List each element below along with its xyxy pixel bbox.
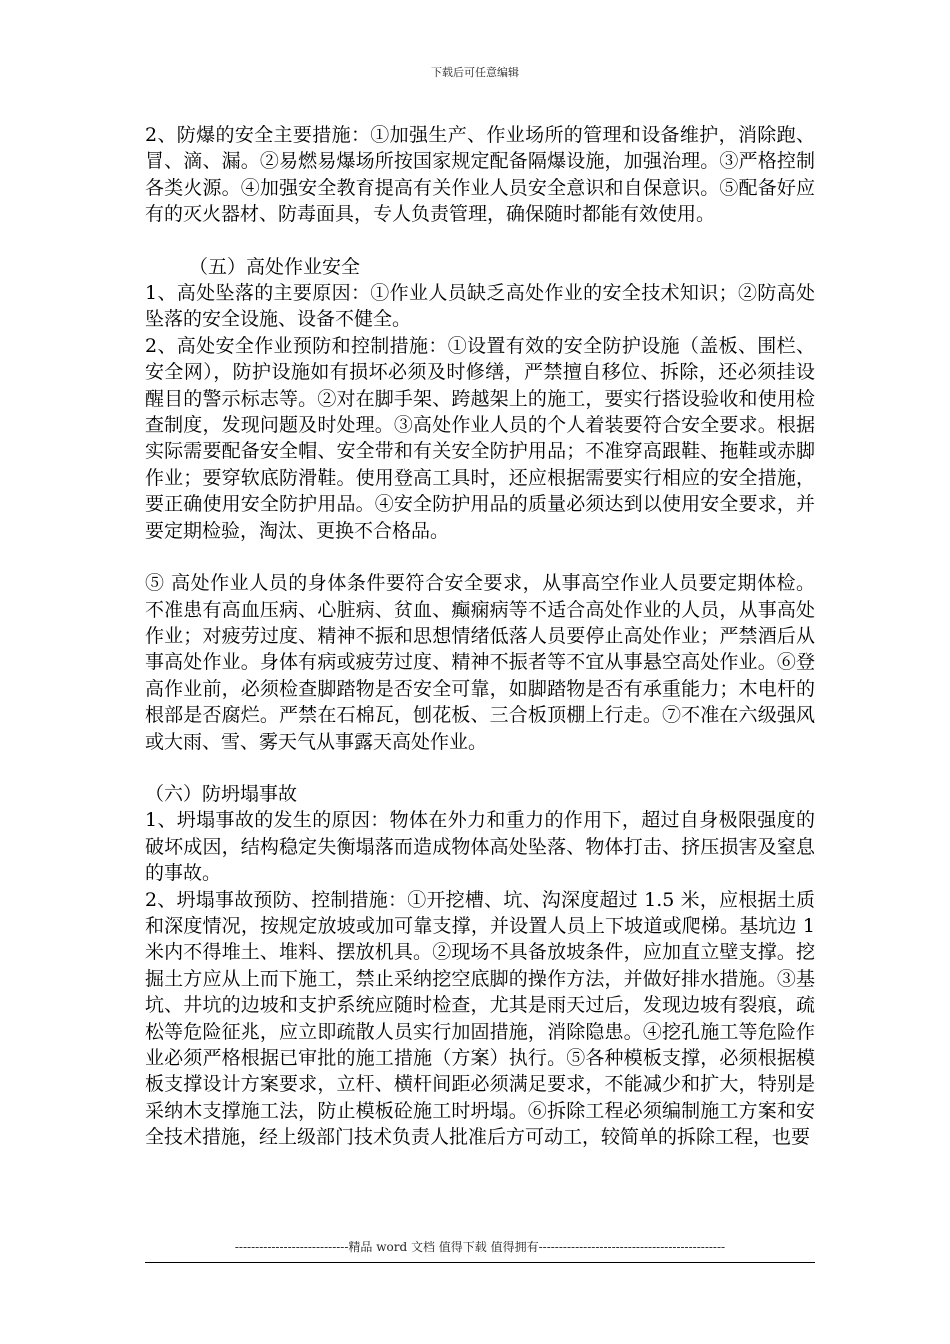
paragraph-height-measures-continued: ⑤ 高处作业人员的身体条件要符合安全要求，从事高空作业人员要定期体检。不准患有高血压病、心脏病、贫血、癫痫病等不适合高处作业的人员，从事高处作业；对疲劳过度、精神不振和思想情绪低落人员要停止高处作业；严禁酒后从事高处作业。身体有病或疲劳过度、精神不振者等不宜从事悬空高处作业。⑥登高作业前，必须检查脚踏物是否安全可靠，如脚踏物是否有承重能力；木电杆的根部是否腐烂。严禁在石棉瓦，刨花板、三合板顶棚上行走。⑦不准在六级强风或大雨、雪、雾天气从事露天高处作业。 <box>145 572 815 753</box>
section-heading-5: （五）高处作业安全 <box>189 255 361 278</box>
page-header: 下载后可任意编辑 <box>431 66 519 79</box>
paragraph-collapse-causes: 1、坍塌事故的发生的原因：物体在外力和重力的作用下，超过自身极限强度的破坏成因，结构稳定失衡塌落而造成物体高处坠落、物体打击、挤压损害及窒息的事故。 <box>145 809 815 885</box>
paragraph-height-measures: 2、高处安全作业预防和控制措施：①设置有效的安全防护设施（盖板、围栏、安全网），防护设施如有损坏必须及时修缮，严禁擅自移位、拆除，还必须挂设醒目的警示标志等。②对在脚手架、跨越架上的施工，要实行搭设验收和使用检查制度，发现问题及时处理。③高处作业人员的个人着装要符合安全要求。根据实际需要配备安全帽、安全带和有关安全防护用品；不准穿高跟鞋、拖鞋或赤脚作业；要穿软底防滑鞋。使用登高工具时，还应根据需要实行相应的安全措施，要正确使用安全防护用品。④安全防护用品的质量必须达到以使用安全要求，并要定期检验，淘汰、更换不合格品。 <box>145 334 815 542</box>
paragraph-height-causes: 1、高处坠落的主要原因：①作业人员缺乏高处作业的安全技术知识；②防高处坠落的安全设施、设备不健全。 <box>145 282 815 331</box>
paragraph-gap <box>145 755 815 781</box>
paragraph-explosion-measures: 2、防爆的安全主要措施：①加强生产、作业场所的管理和设备维护，消除跑、冒、滴、漏。②易燃易爆场所按国家规定配备隔爆设施，加强治理。③严格控制各类火源。④加强安全教育提高有关作业人员安全意识和自保意识。⑤配备好应有的灭火器材、防毒面具，专人负责管理，确保随时都能有效使用。 <box>145 124 815 226</box>
section-heading-6: （六）防坍塌事故 <box>145 782 298 805</box>
paragraph-gap <box>145 228 815 254</box>
document-body <box>145 122 815 1151</box>
paragraph-collapse-measures: 2、坍塌事故预防、控制措施：①开挖槽、坑、沟深度超过 1.5 米，应根据土质和深度情况，按规定放坡或加可靠支撑，并设置人员上下坡道或爬梯。基坑边 1 米内不得堆土、堆料、摆放机具。②现场不具备放坡条件，应加直立壁支撑。挖掘土方应从上而下施工，禁止采纳挖空底脚的操作方法，并做好排水措施。③基坑、井坑的边坡和支护系统应随时检查，尤其是雨天过后，发现边坡有裂痕，疏松等危险征兆，应立即疏散人员实行加固措施，消除隐患。④挖孔施工等危险作业必须严格根据已审批的施工措施（方案）执行。⑤各种模板支撑，必须根据模板支撑设计方案要求，立杆、横杆间距必须满足要求，不能减少和扩大，特别是采纳木支撑施工法，防止模板砼施工时坍塌。⑥拆除工程必须编制施工方案和安全技术措施，经上级部门技术负责人批准后方可动工，较简单的拆除工程，也要 <box>145 888 815 1149</box>
page-footer: ----------------------------精品 word 文档 值得下载 值得拥有---------------------------------------------- <box>234 1240 726 1254</box>
paragraph-gap <box>145 544 815 570</box>
footer-rule <box>145 1262 815 1263</box>
